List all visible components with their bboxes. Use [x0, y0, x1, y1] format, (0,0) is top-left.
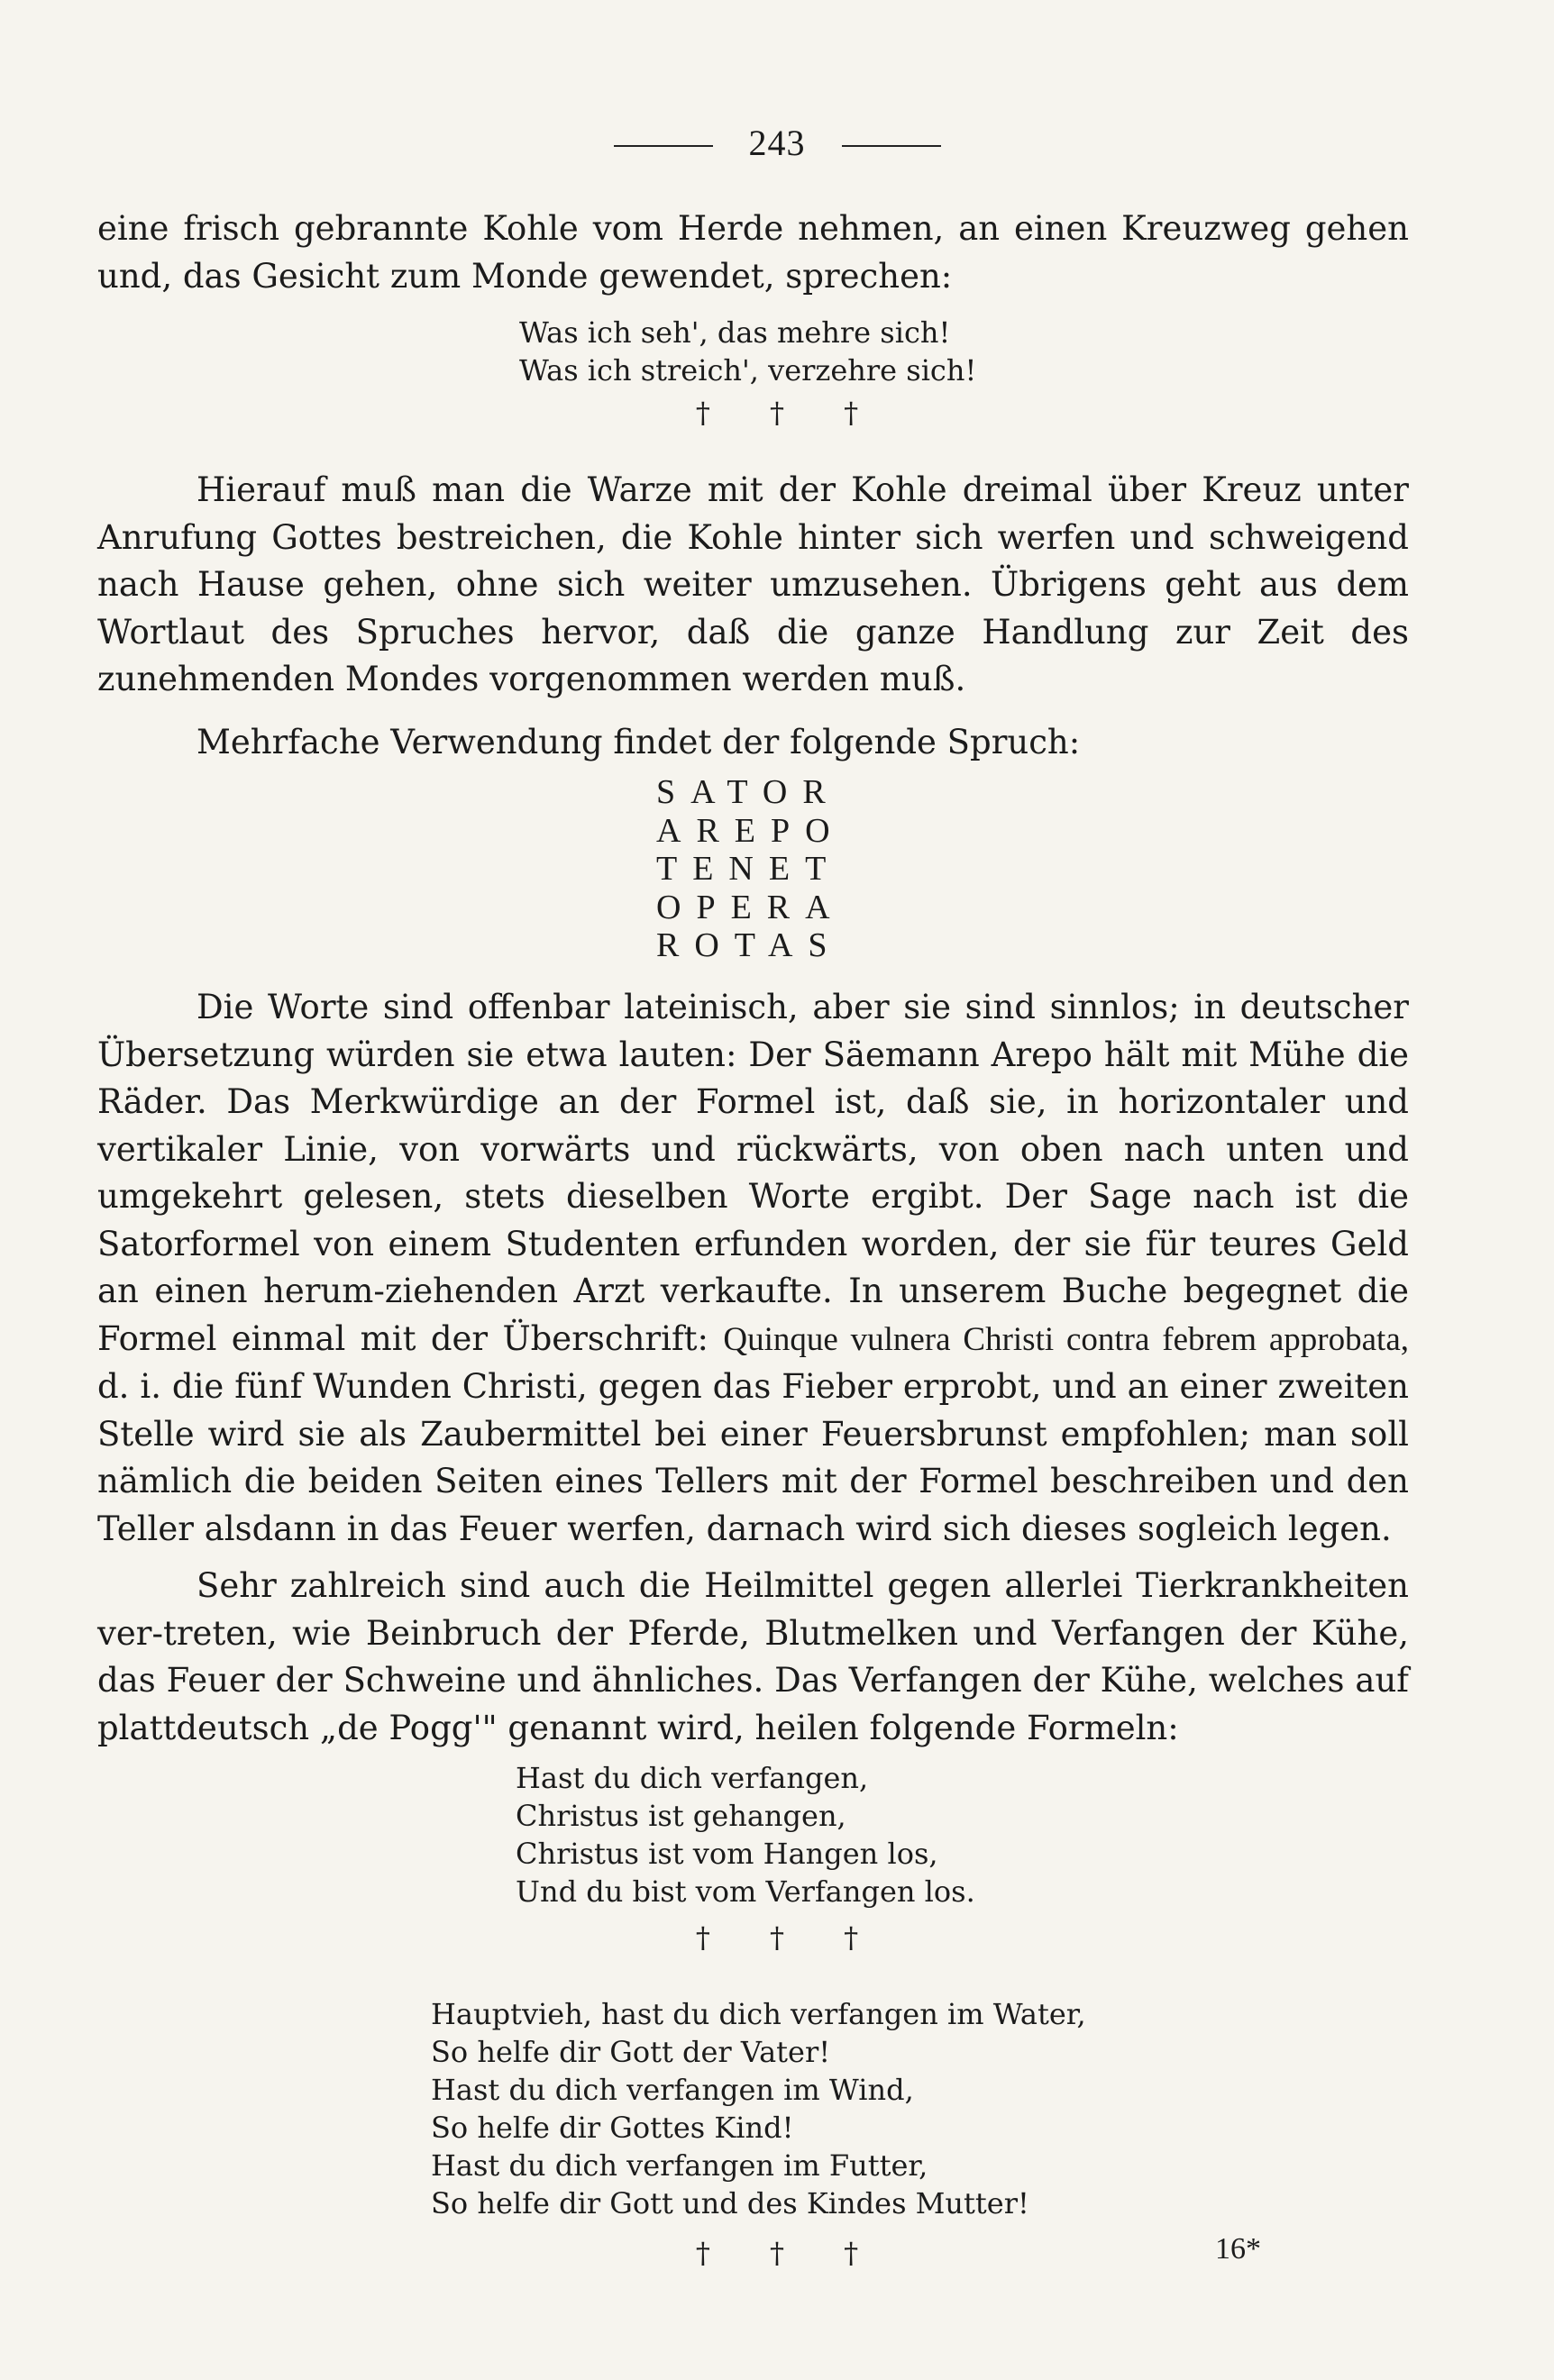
verse-line: So helfe dir Gott der Vater!	[431, 2035, 831, 2069]
page-header	[0, 115, 1554, 169]
verse-line: Christus ist vom Hangen los,	[516, 1837, 938, 1871]
crosses-3: † † †	[695, 2236, 884, 2270]
header-rule-left	[614, 145, 713, 147]
header-rule-right	[842, 145, 941, 147]
verse-line: Christus ist gehangen,	[516, 1799, 846, 1833]
paragraph-tierkrankheiten: Sehr zahlreich sind auch die Heilmittel gegen allerlei Tierkrankheiten ver-treten, wie Beinbruch der Pferde, Blutmelken und Verfangen der Kühe, das Feuer der Schweine und ähnliches. Das Verfangen der Kühe, welches auf plattdeutsch „de Pogg'" genannt wird, heilen folgende Formeln:	[97, 1566, 1409, 1747]
sator-row: TENET	[656, 850, 842, 888]
verse-line: Was ich streich', verzehre sich!	[519, 353, 977, 388]
verse-line: Und du bist vom Verfangen los.	[516, 1874, 975, 1909]
verse-line: So helfe dir Gottes Kind!	[431, 2111, 794, 2145]
crosses-1: † † †	[695, 396, 884, 430]
verse-verfangen-1	[516, 1759, 975, 1910]
crosses-2: † † †	[695, 1920, 884, 1955]
verse-warze-spell	[519, 314, 976, 389]
paragraph-text: d. i. die fünf Wunden Christi, gegen das Fieber erprobt, und an einer zweiten Stelle wird sie als Zaubermittel bei einer Feuersbrunst empfohlen; man soll nämlich die beiden Seiten eines Tellers mit der Formel beschreiben und den Teller alsdann in das Feuer werfen, darnach wird sich dieses sogleich legen.	[97, 1367, 1409, 1548]
paragraph-sator-explanation	[97, 984, 1409, 1553]
sator-row: OPERA	[656, 888, 846, 926]
sator-square	[656, 773, 846, 965]
latin-heading: Quinque vulnera Christi contra febrem approbata,	[723, 1320, 1409, 1358]
verse-verfangen-2	[431, 1995, 1086, 2222]
paragraph-spruch-intro: Mehrfache Verwendung findet der folgende Spruch:	[197, 723, 1081, 761]
verse-line: Hast du dich verfangen im Futter,	[431, 2148, 928, 2183]
verse-line: Was ich seh', das mehre sich!	[519, 315, 951, 350]
paragraph-text: Die Worte sind offenbar lateinisch, aber sie sind sinnlos; in deutscher Übersetzung würden sie etwa lauten: Der Säemann Arepo hält mit Mühe die Räder. Das Merkwürdige an der Formel ist, daß sie, in horizontaler und vertikaler Linie, von vorwärts und rückwärts, von oben nach unten und umgekehrt gelesen, stets dieselben Worte ergibt. Der Sage nach ist die Satorformel von einem Studenten erfunden worden, der sie für teures Geld an einen herum-ziehenden Arzt verkaufte. In unserem Buche begegnet die Formel einmal mit der Überschrift:	[97, 988, 1409, 1358]
verse-line: So helfe dir Gott und des Kindes Mutter!	[431, 2186, 1029, 2220]
paragraph-warze: Hierauf muß man die Warze mit der Kohle dreimal über Kreuz unter Anrufung Gottes bestreichen, die Kohle hinter sich werfen und schweigend nach Hause gehen, ohne sich weiter umzusehen. Übrigens geht aus dem Wortlaut des Spruches hervor, daß die ganze Handlung zur Zeit des zunehmenden Mondes vorgenommen werden muß.	[97, 470, 1409, 698]
verse-line: Hast du dich verfangen im Wind,	[431, 2073, 914, 2107]
verse-line: Hast du dich verfangen,	[516, 1761, 869, 1795]
verse-line: Hauptvieh, hast du dich verfangen im Water,	[431, 1997, 1086, 2031]
sator-row: SATOR	[656, 773, 841, 811]
printer-signature: 16*	[1215, 2232, 1261, 2266]
sator-row: ROTAS	[656, 926, 843, 964]
page-number: 243	[748, 122, 806, 163]
sator-row: AREPO	[656, 811, 846, 850]
paragraph-kohle: eine frisch gebrannte Kohle vom Herde nehmen, an einen Kreuzweg gehen und, das Gesicht zum Monde gewendet, sprechen:	[97, 209, 1409, 296]
